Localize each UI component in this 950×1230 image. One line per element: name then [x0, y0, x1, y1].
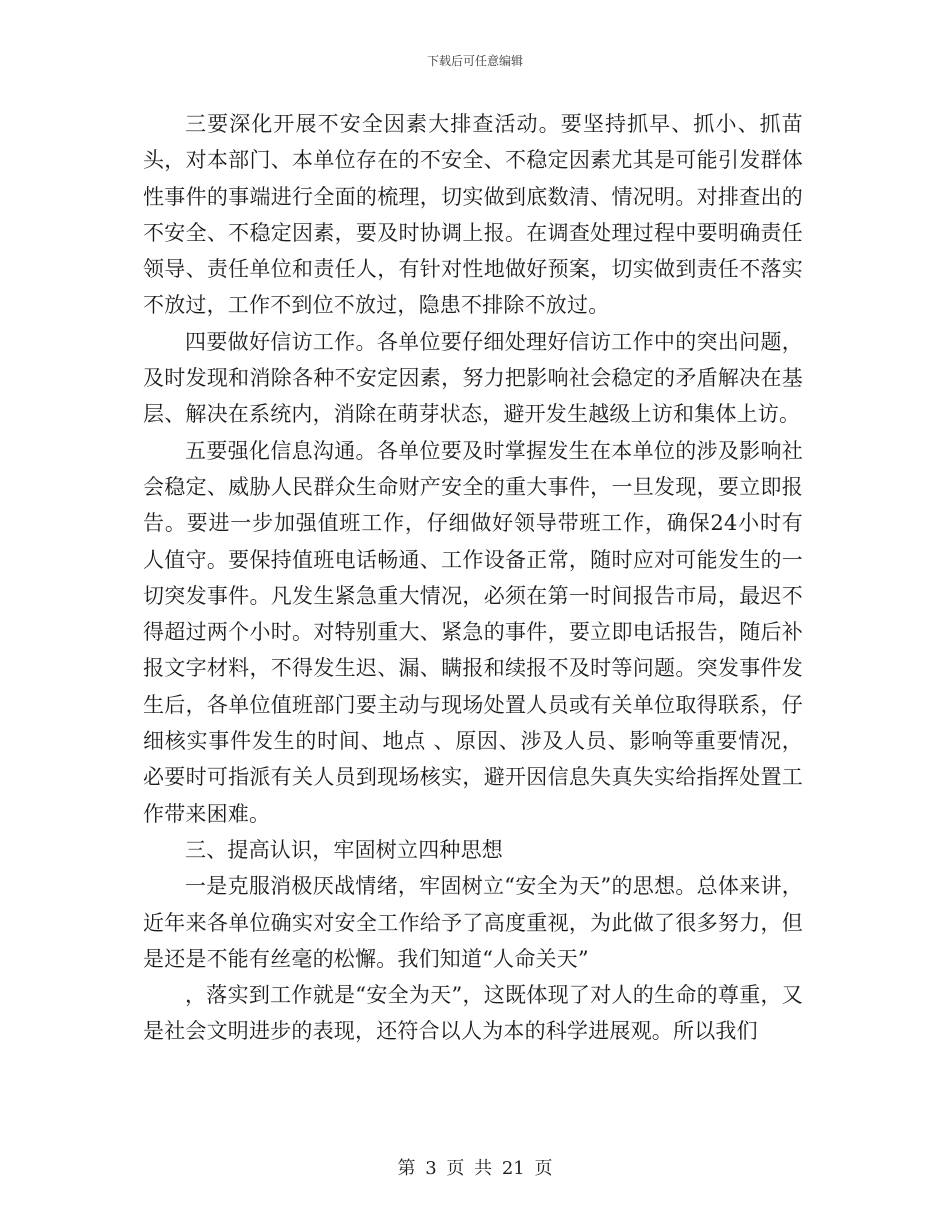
- paragraph: ，落实到工作就是“安全为天”，这既体现了对人的生命的尊重，又是社会文明进步的表现，还符合以人为本的科学进展观。所以我们: [143, 983, 803, 1044]
- paragraph: 三要深化开展不安全因素大排查活动。要坚持抓早、抓小、抓苗头，对本部门、本单位存在的不安全、不稳定因素尤其是可能引发群体性事件的事端进行全面的梳理，切实做到底数清、情况明。对排查出的不安全、不稳定因素，要及时协调上报。在调查处理过程中要明确责任领导、责任单位和责任人，有针对性地做好预案，切实做到责任不落实不放过，工作不到位不放过，隐患不排除不放过。: [143, 112, 803, 318]
- page-number-footer: 第 3 页 共 21 页: [397, 1158, 553, 1179]
- paragraph: 四要做好信访工作。各单位要仔细处理好信访工作中的突出问题，及时发现和消除各种不安定因素，努力把影响社会稳定的矛盾解决在基层、解决在系统内，消除在萌芽状态，避开发生越级上访和集体上访。: [143, 329, 803, 427]
- section-heading: 三、提高认识，牢固树立四种思想: [185, 837, 503, 862]
- document-body: [143, 106, 803, 1050]
- paragraph: 一是克服消极厌战情绪，牢固树立“安全为天”的思想。总体来讲，近年来各单位确实对安全工作给予了高度重视，为此做了很多努力，但是还是不能有丝毫的松懈。我们知道“人命关天”: [143, 874, 803, 971]
- paragraph: 五要强化信息沟通。各单位要及时掌握发生在本单位的涉及影响社会稳定、威胁人民群众生命财产安全的重大事件，一旦发现，要立即报告。要进一步加强值班工作，仔细做好领导带班工作，确保24小时有人值守。要保持值班电话畅通、工作设备正常，随时应对可能发生的一切突发事件。凡发生紧急重大情况，必须在第一时间报告市局，最迟不得超过两个小时。对特别重大、紧急的事件，要立即电话报告，随后补报文字材料，不得发生迟、漏、瞒报和续报不及时等问题。突发事件发生后，各单位值班部门要主动与现场处置人员或有关单位取得联系，仔细核实事件发生的时间、地点 、原因、涉及人员、影响等重要情况，必要时可指派有关人员到现场核实，避开因信息失真失实给指挥处置工作带来困难。: [143, 438, 803, 826]
- page-header: 下载后可任意编辑: [426, 54, 523, 68]
